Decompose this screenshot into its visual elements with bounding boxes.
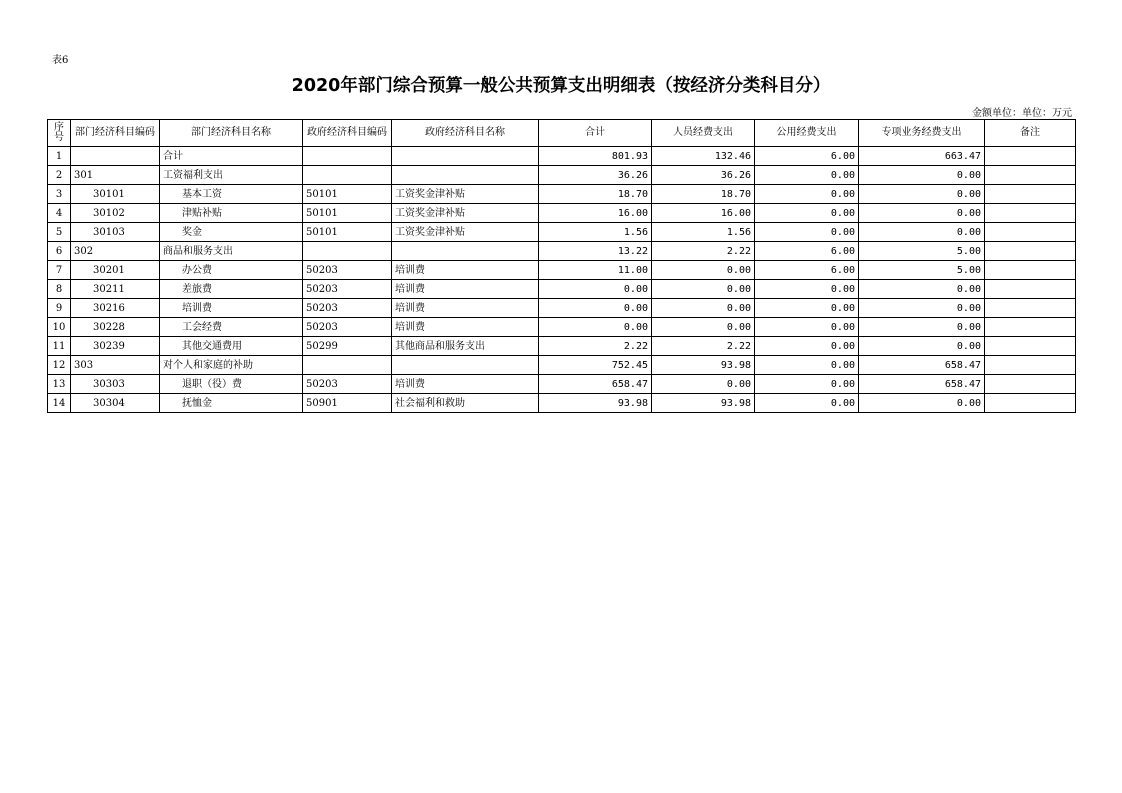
cell-remark xyxy=(985,280,1076,299)
cell-personnel: 0.00 xyxy=(652,375,755,394)
cell-gov-code: 50203 xyxy=(303,280,392,299)
header-total: 合计 xyxy=(539,120,652,147)
cell-seq: 14 xyxy=(48,394,71,413)
cell-gov-code: 50901 xyxy=(303,394,392,413)
cell-gov-code xyxy=(303,242,392,261)
cell-special: 658.47 xyxy=(859,356,985,375)
cell-special: 0.00 xyxy=(859,318,985,337)
cell-dept-name: 培训费 xyxy=(160,299,303,318)
cell-seq: 3 xyxy=(48,185,71,204)
cell-total: 1.56 xyxy=(539,223,652,242)
cell-gov-code: 50203 xyxy=(303,299,392,318)
table-row xyxy=(48,185,1076,204)
cell-personnel: 0.00 xyxy=(652,280,755,299)
cell-special: 0.00 xyxy=(859,185,985,204)
cell-dept-code: 30239 xyxy=(71,337,160,356)
cell-personnel: 16.00 xyxy=(652,204,755,223)
cell-dept-name: 商品和服务支出 xyxy=(160,242,303,261)
cell-total: 11.00 xyxy=(539,261,652,280)
cell-public: 0.00 xyxy=(755,318,859,337)
cell-total: 2.22 xyxy=(539,337,652,356)
cell-seq: 12 xyxy=(48,356,71,375)
cell-gov-name: 工资奖金津补贴 xyxy=(392,204,539,223)
cell-remark xyxy=(985,223,1076,242)
cell-dept-code: 30303 xyxy=(71,375,160,394)
cell-gov-name: 其他商品和服务支出 xyxy=(392,337,539,356)
cell-seq: 7 xyxy=(48,261,71,280)
cell-personnel: 0.00 xyxy=(652,299,755,318)
cell-gov-name xyxy=(392,147,539,166)
cell-dept-name: 其他交通费用 xyxy=(160,337,303,356)
cell-remark xyxy=(985,147,1076,166)
cell-gov-code: 50101 xyxy=(303,204,392,223)
cell-gov-code: 50203 xyxy=(303,261,392,280)
cell-special: 0.00 xyxy=(859,204,985,223)
cell-dept-name: 差旅费 xyxy=(160,280,303,299)
cell-special: 5.00 xyxy=(859,261,985,280)
table-row xyxy=(48,394,1076,413)
expenditure-table xyxy=(47,119,1076,413)
cell-dept-code: 30304 xyxy=(71,394,160,413)
header-remark: 备注 xyxy=(985,120,1076,147)
header-seq: 序号 xyxy=(48,120,71,147)
cell-public: 0.00 xyxy=(755,204,859,223)
cell-remark xyxy=(985,166,1076,185)
cell-remark xyxy=(985,261,1076,280)
cell-dept-name: 退职（役）费 xyxy=(160,375,303,394)
cell-personnel: 1.56 xyxy=(652,223,755,242)
header-personnel: 人员经费支出 xyxy=(652,120,755,147)
cell-gov-code: 50101 xyxy=(303,223,392,242)
cell-seq: 8 xyxy=(48,280,71,299)
table-row xyxy=(48,166,1076,185)
table-row xyxy=(48,299,1076,318)
cell-public: 0.00 xyxy=(755,337,859,356)
cell-seq: 13 xyxy=(48,375,71,394)
cell-remark xyxy=(985,394,1076,413)
cell-public: 6.00 xyxy=(755,261,859,280)
cell-total: 0.00 xyxy=(539,299,652,318)
header-gov-name: 政府经济科目名称 xyxy=(392,120,539,147)
cell-gov-name xyxy=(392,242,539,261)
cell-public: 0.00 xyxy=(755,356,859,375)
cell-personnel: 93.98 xyxy=(652,356,755,375)
cell-seq: 1 xyxy=(48,147,71,166)
cell-remark xyxy=(985,318,1076,337)
header-dept-code: 部门经济科目编码 xyxy=(71,120,160,147)
cell-gov-code: 50101 xyxy=(303,185,392,204)
cell-total: 93.98 xyxy=(539,394,652,413)
cell-seq: 6 xyxy=(48,242,71,261)
cell-public: 0.00 xyxy=(755,223,859,242)
cell-gov-name: 工资奖金津补贴 xyxy=(392,185,539,204)
cell-gov-code xyxy=(303,147,392,166)
cell-total: 16.00 xyxy=(539,204,652,223)
cell-dept-code: 303 xyxy=(71,356,160,375)
cell-gov-code xyxy=(303,166,392,185)
cell-dept-name: 办公费 xyxy=(160,261,303,280)
cell-public: 0.00 xyxy=(755,375,859,394)
cell-seq: 10 xyxy=(48,318,71,337)
header-public: 公用经费支出 xyxy=(755,120,859,147)
cell-special: 0.00 xyxy=(859,280,985,299)
cell-public: 0.00 xyxy=(755,394,859,413)
cell-seq: 2 xyxy=(48,166,71,185)
header-special: 专项业务经费支出 xyxy=(859,120,985,147)
cell-gov-name: 培训费 xyxy=(392,261,539,280)
cell-total: 0.00 xyxy=(539,318,652,337)
cell-personnel: 0.00 xyxy=(652,318,755,337)
table-row xyxy=(48,204,1076,223)
cell-dept-name: 合计 xyxy=(160,147,303,166)
cell-total: 801.93 xyxy=(539,147,652,166)
cell-gov-code: 50299 xyxy=(303,337,392,356)
cell-gov-name: 培训费 xyxy=(392,299,539,318)
table-row xyxy=(48,280,1076,299)
table-row xyxy=(48,223,1076,242)
cell-dept-code xyxy=(71,147,160,166)
table-row xyxy=(48,375,1076,394)
cell-dept-code: 30216 xyxy=(71,299,160,318)
cell-special: 0.00 xyxy=(859,394,985,413)
table-row xyxy=(48,242,1076,261)
cell-seq: 11 xyxy=(48,337,71,356)
cell-special: 0.00 xyxy=(859,299,985,318)
cell-dept-name: 津贴补贴 xyxy=(160,204,303,223)
cell-gov-name: 培训费 xyxy=(392,375,539,394)
cell-dept-name: 对个人和家庭的补助 xyxy=(160,356,303,375)
cell-personnel: 2.22 xyxy=(652,242,755,261)
cell-dept-name: 奖金 xyxy=(160,223,303,242)
header-row xyxy=(48,120,1076,147)
cell-personnel: 2.22 xyxy=(652,337,755,356)
unit-label: 金额单位：单位：万元 xyxy=(972,108,1072,119)
cell-public: 0.00 xyxy=(755,280,859,299)
table-label: 表6 xyxy=(52,55,69,66)
cell-seq: 9 xyxy=(48,299,71,318)
cell-personnel: 36.26 xyxy=(652,166,755,185)
cell-gov-name: 培训费 xyxy=(392,280,539,299)
cell-dept-code: 30101 xyxy=(71,185,160,204)
header-gov-code: 政府经济科目编码 xyxy=(303,120,392,147)
cell-total: 13.22 xyxy=(539,242,652,261)
cell-dept-code: 30102 xyxy=(71,204,160,223)
cell-remark xyxy=(985,299,1076,318)
cell-dept-code: 30201 xyxy=(71,261,160,280)
cell-dept-name: 基本工资 xyxy=(160,185,303,204)
cell-dept-name: 工会经费 xyxy=(160,318,303,337)
header-dept-name: 部门经济科目名称 xyxy=(160,120,303,147)
cell-dept-name: 抚恤金 xyxy=(160,394,303,413)
cell-personnel: 132.46 xyxy=(652,147,755,166)
cell-total: 752.45 xyxy=(539,356,652,375)
cell-personnel: 0.00 xyxy=(652,261,755,280)
cell-public: 6.00 xyxy=(755,242,859,261)
table-row xyxy=(48,337,1076,356)
cell-special: 658.47 xyxy=(859,375,985,394)
cell-personnel: 18.70 xyxy=(652,185,755,204)
cell-gov-name xyxy=(392,356,539,375)
cell-gov-name xyxy=(392,166,539,185)
cell-remark xyxy=(985,204,1076,223)
page-title: 2020年部门综合预算一般公共预算支出明细表（按经济分类科目分） xyxy=(291,76,831,96)
cell-public: 0.00 xyxy=(755,166,859,185)
cell-remark xyxy=(985,356,1076,375)
cell-dept-code: 301 xyxy=(71,166,160,185)
cell-remark xyxy=(985,242,1076,261)
cell-special: 0.00 xyxy=(859,223,985,242)
cell-remark xyxy=(985,337,1076,356)
table-row xyxy=(48,147,1076,166)
table-row xyxy=(48,356,1076,375)
cell-special: 5.00 xyxy=(859,242,985,261)
cell-remark xyxy=(985,375,1076,394)
cell-dept-code: 30228 xyxy=(71,318,160,337)
cell-personnel: 93.98 xyxy=(652,394,755,413)
cell-dept-code: 30103 xyxy=(71,223,160,242)
cell-gov-name: 培训费 xyxy=(392,318,539,337)
cell-gov-name: 社会福利和救助 xyxy=(392,394,539,413)
cell-gov-code: 50203 xyxy=(303,375,392,394)
cell-seq: 5 xyxy=(48,223,71,242)
cell-public: 6.00 xyxy=(755,147,859,166)
cell-total: 18.70 xyxy=(539,185,652,204)
cell-dept-code: 302 xyxy=(71,242,160,261)
cell-total: 36.26 xyxy=(539,166,652,185)
cell-dept-name: 工资福利支出 xyxy=(160,166,303,185)
table-row xyxy=(48,318,1076,337)
cell-gov-code xyxy=(303,356,392,375)
cell-special: 663.47 xyxy=(859,147,985,166)
cell-special: 0.00 xyxy=(859,166,985,185)
cell-total: 658.47 xyxy=(539,375,652,394)
table-row xyxy=(48,261,1076,280)
table-body xyxy=(48,147,1076,413)
cell-gov-name: 工资奖金津补贴 xyxy=(392,223,539,242)
cell-gov-code: 50203 xyxy=(303,318,392,337)
cell-seq: 4 xyxy=(48,204,71,223)
cell-public: 0.00 xyxy=(755,299,859,318)
cell-public: 0.00 xyxy=(755,185,859,204)
cell-dept-code: 30211 xyxy=(71,280,160,299)
cell-remark xyxy=(985,185,1076,204)
cell-special: 0.00 xyxy=(859,337,985,356)
cell-total: 0.00 xyxy=(539,280,652,299)
